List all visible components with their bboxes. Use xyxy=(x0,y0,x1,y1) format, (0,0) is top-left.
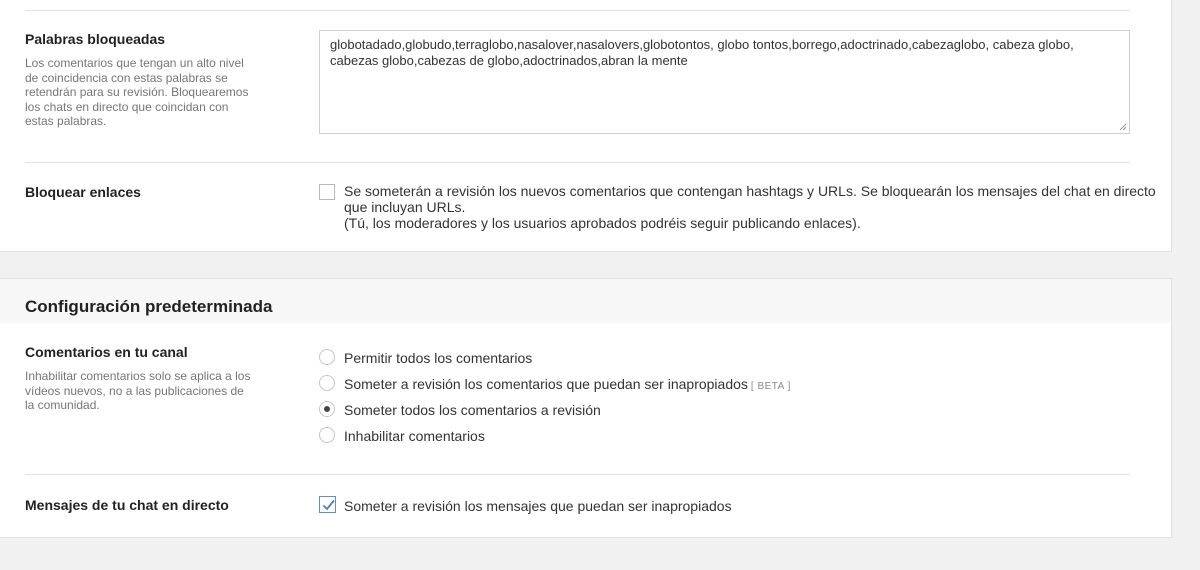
radio-disable-label: Inhabilitar comentarios xyxy=(344,428,485,444)
divider xyxy=(25,474,1130,475)
radio-review-all[interactable] xyxy=(319,401,335,417)
block-links-text-3: (Tú, los moderadores y los usuarios aprobados podréis seguir publicando enlaces). xyxy=(344,215,861,231)
block-links-checkbox[interactable] xyxy=(319,184,335,200)
default-settings-card xyxy=(0,278,1172,538)
blocked-words-textarea[interactable] xyxy=(319,30,1130,134)
blocked-words-value: globotadado,globudo,terraglobo,nasalover,nasalovers,globotontos, globo tontos,borrego,adoctrinado,cabezaglobo, cabeza globo, cabezas globo,cabezas de globo,adoctrinados,abran la mente xyxy=(330,37,1074,68)
block-links-text-1: Se someterán a revisión los nuevos comentarios que contengan hashtags y URLs. Se bloquearán los mensajes del chat en directo xyxy=(344,183,1156,199)
block-links-label: Bloquear enlaces xyxy=(25,184,141,200)
channel-comments-description: Inhabilitar comentarios solo se aplica a los vídeos nuevos, no a las publicaciones de la comunidad. xyxy=(25,369,251,412)
section-title: Configuración predeterminada xyxy=(25,297,273,316)
radio-review-inappropriate-label: Someter a revisión los comentarios que puedan ser inapropiados xyxy=(344,376,748,392)
divider xyxy=(25,162,1130,163)
live-chat-label: Mensajes de tu chat en directo xyxy=(25,497,229,513)
channel-comments-label: Comentarios en tu canal xyxy=(25,344,188,360)
radio-review-all-label: Someter todos los comentarios a revisión xyxy=(344,402,601,418)
blocked-words-label: Palabras bloqueadas xyxy=(25,31,166,47)
radio-review-inappropriate-label-wrap xyxy=(344,376,791,395)
divider xyxy=(25,10,1130,11)
radio-allow-all-label: Permitir todos los comentarios xyxy=(344,350,533,366)
section-header xyxy=(0,279,1171,323)
resize-handle-icon[interactable] xyxy=(1119,123,1127,131)
block-links-text-2: que incluyan URLs. xyxy=(344,199,466,215)
moderation-card xyxy=(0,0,1172,252)
blocked-words-description: Los comentarios que tengan un alto nivel de coincidencia con estas palabras se retendrán para su revisión. Bloquearemos los chats en directo que coincidan con estas palabras. xyxy=(25,56,249,128)
live-chat-checkbox-label: Someter a revisión los mensajes que puedan ser inapropiados xyxy=(344,498,732,514)
beta-badge: [ BETA ] xyxy=(750,381,791,392)
live-chat-checkbox[interactable] xyxy=(319,496,336,513)
radio-review-inappropriate[interactable] xyxy=(319,375,335,391)
radio-disable[interactable] xyxy=(319,427,335,443)
checkmark-icon xyxy=(320,497,337,514)
radio-allow-all[interactable] xyxy=(319,349,335,365)
